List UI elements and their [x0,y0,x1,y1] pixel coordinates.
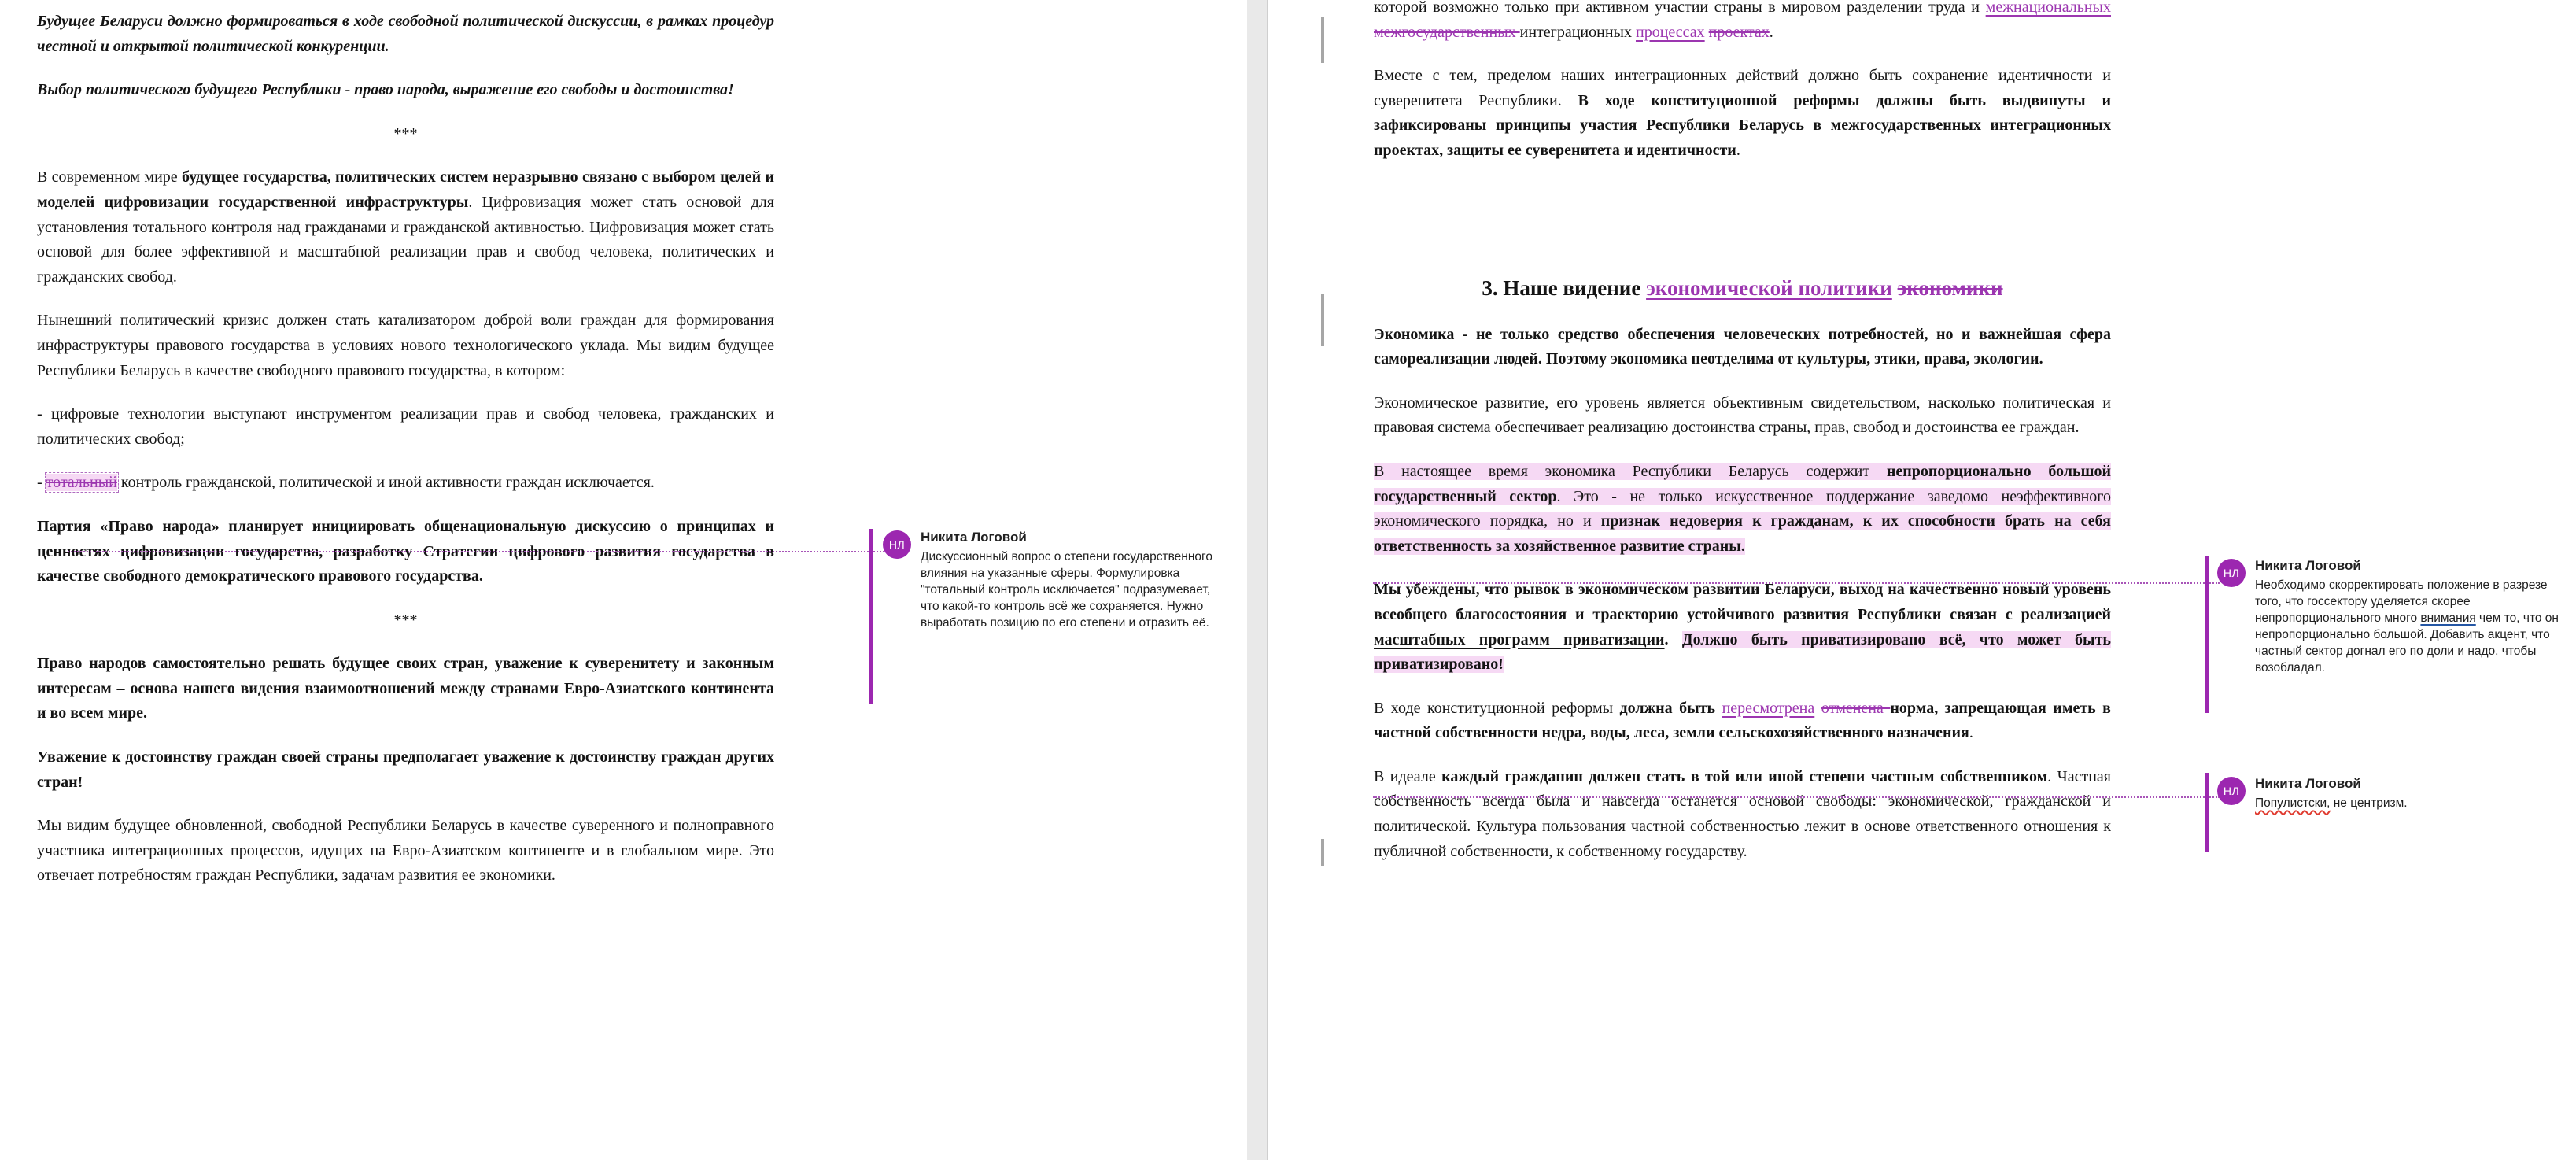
text-run: В ходе конституционной реформы [1374,699,1620,717]
document-paragraph[interactable] [37,122,774,147]
avatar: НЛ [2217,777,2246,805]
comment-author: Никита Логовой [921,530,1027,545]
comment-card[interactable] [2217,775,2573,811]
document-paragraph[interactable] [37,814,774,888]
document-paragraph[interactable] [37,165,774,290]
change-bar [1321,17,1324,63]
text-run [1892,276,1898,300]
text-run: чем то, что он непропорционально большой. Добавить акцент, что частный сектор догнал его по доли и надо, чтобы возобладал. [2255,611,2559,674]
document-paragraph[interactable] [37,308,774,383]
document-paragraph[interactable] [1374,460,2111,559]
text-run: Необходимо скорректировать положение в разрезе того, что госсектору уделяется скорее непропорционального много [2255,578,2548,625]
commented-text-run[interactable]: . Это - не только искусственное поддержание заведомо неэффективного экономического порядка, но и [1374,487,2111,530]
text-run: Популистски, [2255,796,2331,810]
text-run: Будущее Беларуси должно формироваться в ходе свободной политической дискуссии, в рамках процедур честной и открытой политической конкуренции. [37,13,774,55]
comment-range-bar[interactable] [2205,773,2209,852]
comment-card[interactable] [883,529,1217,631]
text-run: Выбор политического будущего Республики - право народа, выражение его свободы и достоинства! [37,81,734,99]
text-run: - [37,474,46,492]
text-run: Дискуссионный вопрос о степени государственного влияния на указанные сферы. Формулировка "тотальный контроль исключается" подразумевает, что какой-то контроль всё же сохраняется. Нужно выработать позицию по его степени и отразить её. [921,550,1212,630]
document-paragraph[interactable] [37,78,774,103]
text-run: . Цифровизация может стать основой для установления тотального контроля над гражданами и гражданской активностью. Цифровизация может стать основой для более эффективной и масштабной реализации прав и свобод человека, политических и гражданских свобод. [37,193,774,286]
document-paragraph[interactable] [37,745,774,795]
text-run: *** [393,124,418,142]
document-paragraph[interactable] [37,471,774,496]
avatar: НЛ [883,530,911,559]
text-run: Партия «Право народа» планирует инициировать общенациональную дискуссию о принципах и ценностях цифровизации государства, разработку Стратегии цифрового развития государства в качестве свободного демократического правового государства. [37,517,774,586]
document-page-left [0,0,869,1160]
tracked-change-run[interactable]: межгосударственных [1374,23,1520,41]
text-run: . [1969,724,1973,742]
document-page-right [1267,0,2206,1160]
text-run: Право народов самостоятельно решать будущее своих стран, уважение к суверенитету и законным интересам – основа нашего видения взаимоотношений между странами Евро-Азиатского континента и во всем мире. [37,655,774,722]
commented-text-run[interactable]: Должно быть приватизировано всё, что может быть приватизировано! [1374,630,2112,674]
page-gutter [1247,0,1267,1160]
tracked-change-run[interactable]: межнациональных [1985,0,2111,16]
document-paragraph[interactable] [37,402,774,452]
text-run: Мы видим будущее обновленной, свободной Республики Беларусь в качестве суверенного и полноправного участника интеграционных процессов, идущих на Евро-Азиатском континенте и в глобальном мире. Это отвечает потребностям граждан Республики, задачам развития ее экономики. [37,817,774,885]
comment-content [2255,557,2573,676]
comment-card[interactable] [2217,557,2573,676]
document-paragraph[interactable] [37,9,774,59]
tracked-change-run[interactable]: тотальный [46,474,117,492]
document-paragraph[interactable] [1374,696,2111,746]
section-heading[interactable] [1374,272,2111,304]
text-run: не центризм. [2330,796,2408,810]
comment-content [921,529,1217,631]
comment-body [2255,577,2573,676]
commented-text-run[interactable]: непропорционально большой государственный сектор [1374,462,2111,505]
document-paragraph[interactable] [1374,391,2111,441]
document-paragraph[interactable] [1374,0,2111,45]
tracked-change-run[interactable]: экономической политики [1646,275,1892,300]
text-run: норма, запрещающая иметь в частной собственности недра, воды, леса, земли сельскохозяйственного назначения [1374,699,2111,742]
comment-connector-line [68,551,884,552]
comment-connector-line [1373,582,2220,584]
tracked-change-run[interactable]: процессах [1635,23,1705,41]
comment-range-bar[interactable] [869,529,873,704]
text-run: масштабных программ приватизации [1374,630,1665,648]
change-bar [1321,839,1324,866]
document-paragraph[interactable] [1374,765,2111,864]
document-paragraph[interactable] [1374,64,2111,163]
text-run: Вместе с тем, пределом наших интеграционных действий должно быть сохранение идентичности и суверенитета Республики. [1374,67,2111,109]
comment-range-bar[interactable] [2205,556,2209,713]
text-run: 3. Наше видение [1482,275,1647,300]
text-run: - цифровые технологии выступают инструментом реализации прав и свобод человека, гражданских и политических свобод; [37,405,774,448]
text-run: . [1769,23,1773,41]
tracked-change-run[interactable]: проектах [1708,23,1770,41]
comment-content [2255,775,2573,811]
avatar: НЛ [2217,559,2246,587]
document-paragraph[interactable] [1374,578,2111,677]
comment-author: Никита Логовой [2255,558,2361,573]
comment-author: Никита Логовой [2255,776,2361,791]
text-run: Мы убеждены, что рывок в экономическом развитии Беларуси, выход на качественно новый уровень всеобщего благосостояния и траекторию устойчивого развития Республики связан с реализацией [1374,581,2111,623]
text-run: Уважение к достоинству граждан своей страны предполагает уважение к достоинству граждан других стран! [37,748,774,791]
document-paragraph[interactable] [37,652,774,726]
text-run: Экономика - не только средство обеспечения человеческих потребностей, но и важнейшая сфера самореализации людей. Поэтому экономика неотделима от культуры, этики, права, экологии. [1374,325,2111,368]
text-run: должна быть [1619,699,1722,717]
tracked-change-run[interactable]: экономики [1897,275,2003,300]
text-run: каждый гражданин должен стать в той или иной степени частным собственником [1441,767,2048,785]
text-run: В ходе конституционной реформы должны быть выдвинуты и зафиксированы принципы участия Республики Беларусь в межгосударственных интеграционных проектах, защиты ее суверенитета и идентичности [1374,91,2111,159]
text-run: *** [393,611,418,629]
left-page-text-column [37,0,774,907]
comment-body [2255,795,2573,811]
text-run: контроль гражданской, политической и иной активности граждан исключается. [116,474,655,492]
text-run: интеграционных [1519,23,1636,41]
comment-body [921,549,1217,631]
text-run: . Частная собственность всегда была и навсегда останется основой свободы: экономической, гражданской и политической. Культура пользования частной собственностью лежит в основе ответственного отношения к публичной собственности, к собственному государству. [1374,767,2112,860]
text-run: В современном мире [37,168,182,187]
text-run: Нынешний политический кризис должен стать катализатором доброй воли граждан для формирования инфраструктуры правового государства в условиях нового технологического уклада. Мы видим будущее Республики Беларусь в качестве свободного правового государства, в котором: [37,312,774,379]
text-run: . [1736,141,1740,159]
text-run: Экономическое развитие, его уровень является объективным свидетельством, насколько политическая и правовая система обеспечивает реализацию достоинства страны, прав, свобод и достоинства ее граждан. [1374,393,2111,437]
commented-text-run[interactable]: В настоящее время экономика Республики Беларусь содержит [1374,462,1887,480]
tracked-change-run[interactable]: отменена [1821,699,1891,717]
document-paragraph[interactable] [37,608,774,634]
right-page-text-column [1374,0,2111,883]
commented-text-run[interactable]: признак недоверия к гражданам, к их способности брать на себя ответственность за хозяйственное развитие страны. [1374,512,2111,555]
document-paragraph[interactable] [1374,323,2111,372]
text-run: внимания [2420,611,2476,625]
text-run: . [1664,630,1682,648]
text-run: будущее государства, политических систем неразрывно связано с выбором целей и моделей цифровизации государственной инфраструктуры [37,168,774,211]
text-run: которой возможно только при активном участии страны в мировом разделении труда и [1374,0,1986,16]
comment-connector-line [1373,796,2220,798]
text-run: В идеале [1374,767,1442,785]
text-run [1814,700,1821,717]
change-bar [1321,294,1324,346]
tracked-change-run[interactable]: пересмотрена [1722,699,1815,717]
